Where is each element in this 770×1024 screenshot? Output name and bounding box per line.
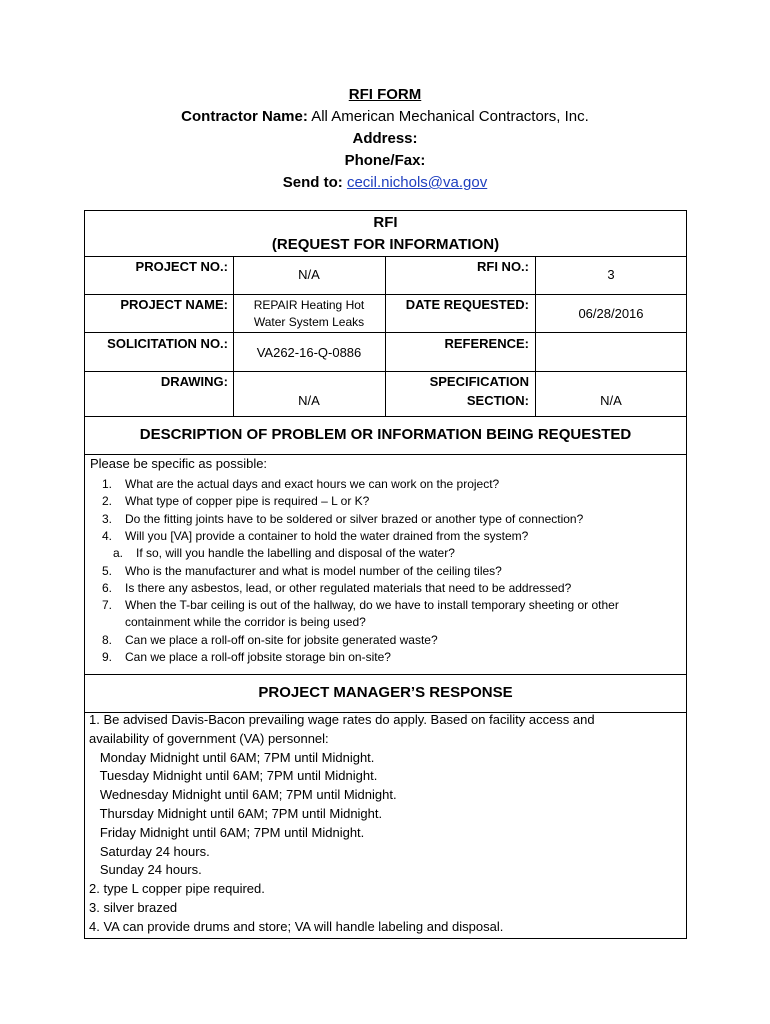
list-item-text: Can we place a roll-off jobsite storage bin on-site?	[125, 650, 391, 664]
response-line: 3. silver brazed	[89, 900, 178, 915]
drawing-value: N/A	[298, 393, 320, 408]
project-name-line2: Water System Leaks	[253, 315, 365, 329]
solicitation-label: SOLICITATION NO.:	[107, 336, 228, 351]
list-item-text: containment while the corridor is being used?	[125, 615, 366, 629]
form-title: RFI FORM	[348, 86, 422, 103]
contractor-label: Contractor Name:	[181, 108, 308, 125]
send-to-email-link[interactable]: cecil.nichols@va.gov	[346, 174, 488, 191]
rfi-no-value: 3	[607, 267, 615, 282]
list-item-marker: 1.	[102, 477, 113, 491]
response-line: 1. Be advised Davis-Bacon prevailing wage rates do apply. Based on facility access and	[89, 712, 595, 727]
spec-label-line2: SECTION:	[466, 393, 529, 408]
list-item-marker: 4.	[102, 529, 113, 543]
rfi-title: RFI	[373, 214, 398, 231]
list-item-text: Who is the manufacturer and what is model number of the ceiling tiles?	[125, 564, 502, 578]
list-item-text: If so, will you handle the labelling and disposal of the water?	[136, 546, 455, 560]
response-line: Tuesday Midnight until 6AM; 7PM until Midnight.	[89, 768, 378, 784]
list-item-marker: 2.	[102, 494, 113, 508]
project-no-label: PROJECT NO.:	[135, 259, 228, 274]
contractor-line	[0, 108, 770, 125]
response-line: Monday Midnight until 6AM; 7PM until Midnight.	[89, 749, 375, 765]
list-item-text: What type of copper pipe is required – L or K?	[125, 494, 370, 508]
response-line: Saturday 24 hours.	[89, 843, 210, 859]
divider	[84, 674, 687, 675]
list-item-text: Is there any asbestos, lead, or other regulated materials that need to be addressed?	[125, 581, 572, 595]
list-item-text: Can we place a roll-off on-site for jobsite generated waste?	[125, 633, 438, 647]
response-line: Friday Midnight until 6AM; 7PM until Midnight.	[89, 824, 365, 840]
response-line: availability of government (VA) personnel:	[89, 730, 329, 746]
response-line: Sunday 24 hours.	[89, 862, 202, 878]
list-item-marker: a.	[113, 546, 124, 560]
date-requested-value: 06/28/2016	[578, 306, 644, 321]
spec-value: N/A	[600, 393, 622, 408]
list-item-text: When the T-bar ceiling is out of the hallway, do we have to install temporary sheeting or other	[125, 598, 619, 612]
list-item-text: Do the fitting joints have to be soldered or silver brazed or another type of connection?	[125, 512, 584, 526]
contractor-value: All American Mechanical Contractors, Inc.	[311, 108, 589, 125]
send-to-label: Send to:	[282, 174, 343, 191]
response-line: Wednesday Midnight until 6AM; 7PM until Midnight.	[89, 787, 397, 803]
drawing-label: DRAWING:	[160, 374, 228, 389]
project-no-value: N/A	[298, 267, 320, 282]
list-item-marker: 5.	[102, 564, 113, 578]
project-name-line1: REPAIR Heating Hot	[253, 298, 365, 312]
description-intro: Please be specific as possible:	[90, 456, 268, 471]
list-item-marker: 3.	[102, 512, 113, 526]
rfi-no-label: RFI NO.:	[477, 259, 529, 274]
spec-label-line1: SPECIFICATION	[429, 374, 529, 389]
date-requested-label: DATE REQUESTED:	[405, 297, 529, 312]
list-item-marker: 7.	[102, 598, 113, 612]
divider	[84, 416, 687, 417]
response-line: 2. type L copper pipe required.	[89, 881, 265, 897]
description-heading: DESCRIPTION OF PROBLEM OR INFORMATION BEING REQUESTED	[139, 426, 632, 443]
list-item-marker: 6.	[102, 581, 113, 595]
send-to-line	[0, 174, 770, 191]
solicitation-value: VA262-16-Q-0886	[256, 345, 362, 360]
reference-label: REFERENCE:	[444, 336, 529, 351]
phone-fax-label: Phone/Fax:	[344, 152, 426, 169]
response-heading: PROJECT MANAGER’S RESPONSE	[258, 684, 513, 701]
response-line: Thursday Midnight until 6AM; 7PM until Midnight.	[89, 806, 383, 821]
rfi-subtitle: (REQUEST FOR INFORMATION)	[271, 236, 500, 253]
address-label: Address:	[352, 130, 418, 147]
list-item-marker: 9.	[102, 650, 113, 664]
list-item-text: Will you [VA] provide a container to hold the water drained from the system?	[125, 529, 529, 543]
project-name-label: PROJECT NAME:	[120, 297, 228, 312]
response-line: 4. VA can provide drums and store; VA will handle labeling and disposal.	[89, 918, 504, 934]
list-item-text: What are the actual days and exact hours we can work on the project?	[125, 477, 500, 491]
list-item-marker: 8.	[102, 633, 113, 647]
